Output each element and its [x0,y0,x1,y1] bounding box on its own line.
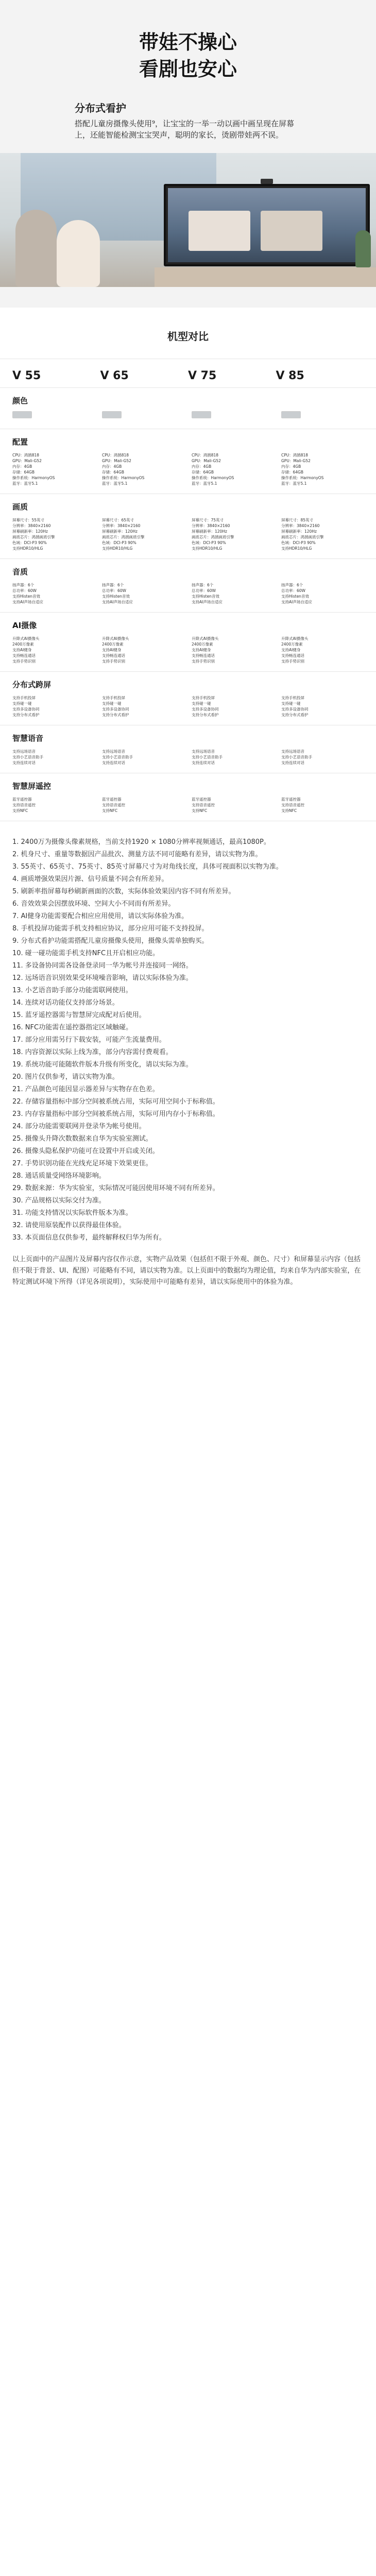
spec-grid [12,796,364,821]
spec-cell [281,749,364,766]
hero-subtitle-block [75,100,301,141]
spec-heading: 音质 [12,567,28,577]
hero-title [0,29,376,82]
footnote-item: 5. 刷新率指屏幕每秒刷新画面的次数，实际体验效果因内容不同有所差异。 [12,888,235,895]
spec-cell-text: 蓝牙遥控器 支持语音遥控 支持NFC [102,797,125,813]
footnote-item: 6. 音效效果会因摆放环境、空间大小不同而有所差异。 [12,900,175,908]
spec-cell-text: 屏幕尺寸：85英寸 分辨率：3840×2160 屏幕刷新率：120Hz 画质芯片：鸿鹄画质引擎 色域：DCI-P3 90% 支持HDR10/HLG [281,518,324,551]
spec-section [0,725,376,773]
model-header-row [0,359,376,388]
spec-cell-text: 支持远场语音 支持小艺语音助手 支持连续对话 [192,749,223,765]
spec-cell-text: 蓝牙遥控器 支持语音遥控 支持NFC [281,797,304,813]
footnote-item: 14. 连续对话功能仅支持部分场景。 [12,999,119,1007]
footer-disclaimer: 以上页面中的产品图片及屏幕内容仅作示意，实物产品效果（包括但不限于外观、颜色、尺寸）和屏幕显示内容（包括但不限于背景、UI、配图）可能略有不同，请以实物为准。以上页面中的数据均为理论值，均来自华为内部实验室，在特定测试环境下所得（详见各项说明），实际使用中可能略有差异，请以实际使用中的体验为准。 [12,1256,361,1286]
spec-cell [12,796,95,814]
spec-cell [102,411,184,421]
spec-cell [12,452,95,486]
spec-cell-text: 升降式AI摄像头 2400万像素 支持AI健身 支持畅连通话 支持手势识别 [12,636,40,664]
spec-cell [102,517,184,551]
spec-grid [12,636,364,671]
scene-camera [261,179,273,184]
spec-heading: 颜色 [12,396,28,405]
spec-cell-text: 支持手机投屏 支持碰一碰 支持多设备协同 支持分布式看护 [12,696,40,717]
footnote-item: 1. 2400万为摄像头像素规格，当前支持1920 × 1080分辨率视频通话，最高1080P。 [12,838,270,846]
spec-cell [102,695,184,718]
spec-cell-text: 支持手机投屏 支持碰一碰 支持多设备协同 支持分布式看护 [281,696,309,717]
spec-cell-text: 支持手机投屏 支持碰一碰 支持多设备协同 支持分布式看护 [192,696,219,717]
spec-cell [12,636,95,664]
spec-cell [281,582,364,605]
spec-cell-text: 屏幕尺寸：75英寸 分辨率：3840×2160 屏幕刷新率：120Hz 画质芯片：鸿鹄画质引擎 色域：DCI-P3 90% 支持HDR10/HLG [192,518,234,551]
footnote-item: 25. 摄像头升降次数数据来自华为实验室测试。 [12,1135,152,1143]
spec-cell [192,411,274,421]
spec-grid [12,517,364,558]
footnote-item: 16. NFC功能需在遥控器指定区域触碰。 [12,1024,133,1031]
spec-heading: 智慧语音 [12,734,44,743]
spec-cell-text: 扬声器：6个 总功率：60W 支持Histen音效 支持AI声场自适应 [12,583,43,604]
spec-heading: 智慧屏遥控 [12,782,52,791]
color-swatch [192,411,211,418]
spec-section [0,429,376,494]
spec-cell [12,749,95,766]
footnote-item: 11. 多设备协同需各设备登录同一华为帐号并连接同一网络。 [12,962,193,970]
footnote-item: 12. 远场语音识别效果受环境噪音影响，请以实际体验为准。 [12,974,193,982]
spec-cell [102,636,184,664]
scene-plant [355,230,371,267]
footnote-item: 31. 功能支持情况以实际软件版本为准。 [12,1209,132,1217]
spec-cell [192,517,274,551]
spec-cell-text: 扬声器：6个 总功率：60W 支持Histen音效 支持AI声场自适应 [281,583,312,604]
footnote-item: 29. 数据来源：华为实验室，实际情况可能因使用环境不同有所差异。 [12,1184,219,1192]
spec-section [0,613,376,672]
spec-cell [281,411,364,421]
footnote-item: 17. 部分应用需另行下载安装，可能产生流量费用。 [12,1036,166,1044]
spec-cell-text: 屏幕尺寸：55英寸 分辨率：3840×2160 屏幕刷新率：120Hz 画质芯片：鸿鹄画质引擎 色域：DCI-P3 90% 支持HDR10/HLG [12,518,55,551]
spec-grid [12,411,364,429]
spec-cell [192,796,274,814]
spec-section [0,494,376,559]
footnote-item: 9. 分布式看护功能需搭配儿童房摄像头使用，摄像头需单独购买。 [12,937,209,945]
spec-cell-text: CPU：鸿鹄818 GPU：Mali-G52 内存：4GB 存储：64GB 操作系统：HarmonyOS 蓝牙：蓝牙5.1 [192,453,234,486]
spec-cell-text: CPU：鸿鹄818 GPU：Mali-G52 内存：4GB 存储：64GB 操作系统：HarmonyOS 蓝牙：蓝牙5.1 [102,453,145,486]
color-swatch [12,411,32,418]
spec-cell [192,636,274,664]
footnote-item: 10. 碰一碰功能需手机支持NFC且开启相应功能。 [12,950,160,957]
spec-cell-text: 升降式AI摄像头 2400万像素 支持AI健身 支持畅连通话 支持手势识别 [102,636,129,664]
footnote-item: 23. 内存容量指标中部分空间被系统占用，实际可用内存小于标称值。 [12,1110,219,1118]
spec-grid [12,749,364,773]
spec-cell-text: 蓝牙遥控器 支持语音遥控 支持NFC [192,797,215,813]
footnote-item: 26. 摄像头隐私保护功能可在设置中开启或关闭。 [12,1147,159,1155]
spec-cell [192,452,274,486]
spec-cell [192,582,274,605]
spec-cell-text: 支持手机投屏 支持碰一碰 支持多设备协同 支持分布式看护 [102,696,129,717]
spec-cell [102,452,184,486]
footnote-item: 4. 画质增强效果因片源、信号质量不同会有所差异。 [12,875,168,883]
scene-cabinet [155,267,376,287]
scene-child [57,220,100,287]
spec-cell [102,796,184,814]
scene-tv [164,184,370,266]
model-name: V 65 [100,369,129,382]
spec-cell-text: 蓝牙遥控器 支持语音遥控 支持NFC [12,797,36,813]
spec-cell [12,411,95,421]
hero-title-line-1: 带娃不操心 [139,31,237,54]
footnote-item: 27. 手势识别功能在光线充足环境下效果更佳。 [12,1160,152,1167]
spec-cell [281,517,364,551]
spec-cell-text: CPU：鸿鹄818 GPU：Mali-G52 内存：4GB 存储：64GB 操作系统：HarmonyOS 蓝牙：蓝牙5.1 [12,453,55,486]
hero-section [0,0,376,308]
spec-grid [12,582,364,612]
footnote-item: 30. 产品规格以实际交付为准。 [12,1197,106,1205]
model-name: V 85 [276,369,304,382]
spec-cell-text: 支持远场语音 支持小艺语音助手 支持连续对话 [12,749,43,765]
spec-cell-text: 支持远场语音 支持小艺语音助手 支持连续对话 [281,749,312,765]
spec-cell-text: 屏幕尺寸：65英寸 分辨率：3840×2160 屏幕刷新率：120Hz 画质芯片：鸿鹄画质引擎 色域：DCI-P3 90% 支持HDR10/HLG [102,518,145,551]
spec-cell-text: 支持远场语音 支持小艺语音助手 支持连续对话 [102,749,133,765]
spec-cell [281,796,364,814]
footnote-item: 28. 通话质量受网络环境影响。 [12,1172,106,1180]
spec-section [0,388,376,429]
spec-cell [281,695,364,718]
footnote-item: 20. 图片仅供参考，请以实物为准。 [12,1073,119,1081]
footnote-item: 8. 手机投屏功能需手机支持相应协议，部分应用可能不支持投屏。 [12,925,209,933]
scene-pip-window [261,211,322,251]
scene-pip-window [189,211,250,251]
spec-cell-text: 扬声器：6个 总功率：60W 支持Histen音效 支持AI声场自适应 [192,583,223,604]
spec-heading: 画质 [12,502,28,512]
footnote-list [12,837,364,1244]
footnote-item: 13. 小艺语音助手部分功能需联网使用。 [12,987,132,994]
footnote-item: 19. 系统功能可能随软件版本升级有所变化，请以实际为准。 [12,1061,193,1069]
color-swatch [102,411,122,418]
spec-cell [281,452,364,486]
spec-cell [12,695,95,718]
spec-grid [12,452,364,494]
spec-cell [12,517,95,551]
footnote-item: 33. 本页面信息仅供参考，最终解释权归华为所有。 [12,1234,166,1242]
hero-description: 搭配儿童房摄像头使用⁹，让宝宝的一举一动以画中画呈现在屏幕上，还能智能检测宝宝哭声，聪明的家长，烫剧带娃两不误。 [75,119,295,140]
footnote-item: 15. 蓝牙遥控器需与智慧屏完成配对后使用。 [12,1011,146,1019]
footnote-item: 32. 请使用原装配件以获得最佳体验。 [12,1222,126,1229]
model-name: V 75 [188,369,217,382]
spec-grid [12,695,364,725]
spec-cell [192,749,274,766]
hero-scene-image [0,153,376,287]
footnote-item: 22. 存储容量指标中部分空间被系统占用，实际可用空间小于标称值。 [12,1098,219,1106]
spec-section [0,773,376,821]
spec-table [0,388,376,821]
scene-adult [15,210,57,287]
spec-cell [102,582,184,605]
footnotes [0,821,376,1319]
spec-heading: AI摄像 [12,621,37,630]
footnote-item: 21. 产品颜色可能因显示器差异与实物存在色差。 [12,1086,159,1093]
scene-tv-screen [168,188,366,262]
spec-cell [102,749,184,766]
hero-title-line-2: 看剧也安心 [139,58,237,80]
spec-section [0,559,376,613]
spec-heading: 配置 [12,437,28,447]
spec-cell [12,582,95,605]
spec-cell-text: 升降式AI摄像头 2400万像素 支持AI健身 支持畅连通话 支持手势识别 [281,636,309,664]
spec-cell [281,636,364,664]
spec-cell-text: CPU：鸿鹄818 GPU：Mali-G52 内存：4GB 存储：64GB 操作系统：HarmonyOS 蓝牙：蓝牙5.1 [281,453,324,486]
footnote-item: 2. 机身尺寸、重量等数据因产品批次、测量方法不同可能略有差异，请以实物为准。 [12,851,262,858]
model-name: V 55 [12,369,41,382]
footnote-item: 18. 内容资源以实际上线为准，部分内容需付费观看。 [12,1048,173,1056]
spec-cell-text: 扬声器：6个 总功率：60W 支持Histen音效 支持AI声场自适应 [102,583,133,604]
footnote-item: 3. 55英寸、65英寸、75英寸、85英寸屏幕尺寸为对角线长度，具体可视面积以实物为准。 [12,863,283,871]
spec-heading: 分布式跨屏 [12,680,52,689]
spec-cell [192,695,274,718]
hero-subtitle: 分布式看护 [75,102,126,114]
spec-cell-text: 升降式AI摄像头 2400万像素 支持AI健身 支持畅连通话 支持手势识别 [192,636,219,664]
footnote-item: 7. AI健身功能需要配合相应应用使用，请以实际体验为准。 [12,912,189,920]
spec-section [0,672,376,725]
comparison-section-title: 机型对比 [0,308,376,359]
footnote-item: 24. 部分功能需要联网并登录华为帐号使用。 [12,1123,146,1130]
color-swatch [281,411,301,418]
